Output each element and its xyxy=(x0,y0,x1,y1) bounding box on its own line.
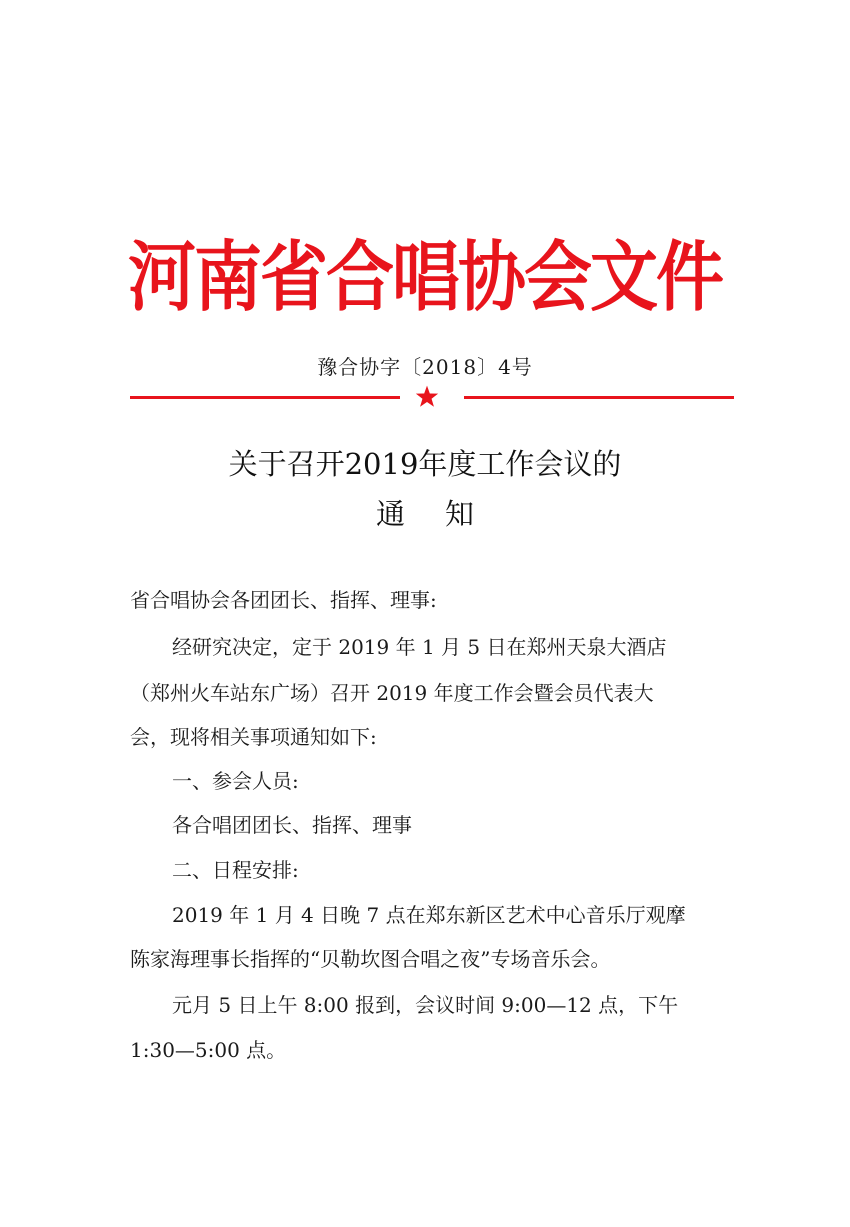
paragraph-1-line-2: （郑州火车站东广场）召开 2019 年度工作会暨会员代表大 xyxy=(130,681,654,705)
section-1-content: 各合唱团团长、指挥、理事 xyxy=(172,813,412,837)
paragraph-1-line-3: 会，现将相关事项通知如下: xyxy=(130,725,377,749)
notice-title-line-1: 关于召开2019年度工作会议的 xyxy=(228,447,622,481)
header-divider-right xyxy=(464,396,734,399)
organization-header-title: 河南省合唱协会文件 xyxy=(127,234,722,323)
section-2-heading: 二、日程安排: xyxy=(172,858,299,882)
paragraph-1-line-1: 经研究决定，定于 2019 年 1 月 5 日在郑州天泉大酒店 xyxy=(172,635,667,659)
salutation: 省合唱协会各团团长、指挥、理事: xyxy=(130,588,437,612)
paragraph-3-line-1: 元月 5 日上午 8:00 报到，会议时间 9:00—12 点，下午 xyxy=(172,993,679,1017)
red-star-icon xyxy=(414,384,440,410)
paragraph-2-line-2: 陈家海理事长指挥的“贝勒坎图合唱之夜”专场音乐会。 xyxy=(130,947,611,971)
section-1-heading: 一、参会人员: xyxy=(172,769,299,793)
paragraph-3-line-2: 1:30—5:00 点。 xyxy=(130,1038,287,1062)
document-number: 豫合协字〔2018〕4号 xyxy=(317,355,533,379)
paragraph-2-line-1: 2019 年 1 月 4 日晚 7 点在郑东新区艺术中心音乐厅观摩 xyxy=(172,903,686,927)
notice-title-line-2: 通知 xyxy=(375,497,514,531)
header-divider-left xyxy=(130,396,400,399)
